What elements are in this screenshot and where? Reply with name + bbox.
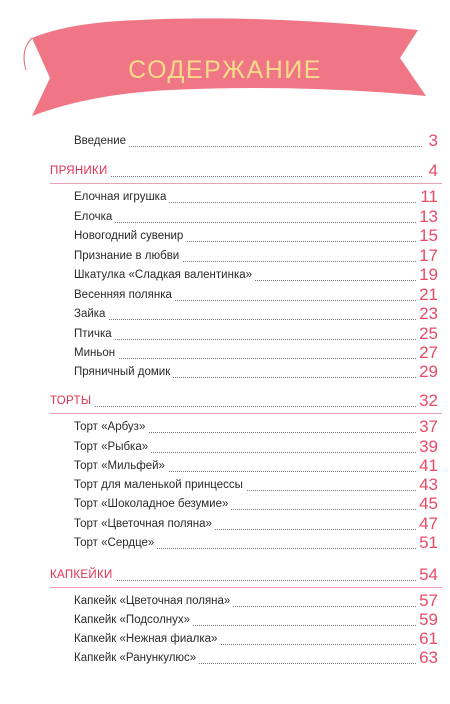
toc-entry[interactable] bbox=[0, 306, 450, 328]
dot-leader bbox=[74, 339, 422, 340]
page-number: 61 bbox=[416, 629, 438, 649]
entry-title: Птичка bbox=[74, 328, 115, 340]
page-number: 21 bbox=[416, 285, 438, 305]
toc-entry[interactable] bbox=[0, 189, 450, 211]
page-number: 41 bbox=[416, 456, 438, 476]
page-title: СОДЕРЖАНИЕ bbox=[128, 56, 322, 84]
page-number: 59 bbox=[416, 610, 438, 630]
toc-section-heading[interactable] bbox=[0, 393, 450, 415]
toc-section-heading[interactable] bbox=[0, 163, 450, 185]
entry-title: Признание в любви bbox=[74, 250, 182, 262]
entry-title: Капкейк «Подсолнух» bbox=[74, 614, 193, 626]
dot-leader bbox=[74, 358, 422, 359]
entry-title: Торт «Шоколадное безумие» bbox=[74, 498, 231, 510]
entry-title: Елочная игрушка bbox=[74, 191, 169, 203]
toc-entry[interactable] bbox=[0, 364, 450, 386]
page-number: 37 bbox=[416, 417, 438, 437]
toc-entry[interactable] bbox=[0, 419, 450, 441]
entry-title: Торт «Цветочная поляна» bbox=[74, 518, 215, 530]
page-number: 39 bbox=[416, 437, 438, 457]
page-number: 23 bbox=[416, 304, 438, 324]
page-number: 47 bbox=[416, 514, 438, 534]
entry-title: Миньон bbox=[74, 347, 118, 359]
section-divider bbox=[50, 413, 442, 414]
entry-title: Шкатулка «Сладкая валентинка» bbox=[74, 269, 255, 281]
entry-title: Торт «Рыбка» bbox=[74, 441, 151, 453]
page-number: 51 bbox=[416, 533, 438, 553]
toc-entry[interactable] bbox=[0, 535, 450, 557]
page-number: 27 bbox=[416, 343, 438, 363]
toc-entry[interactable] bbox=[0, 267, 450, 289]
entry-title: Новогодний сувенир bbox=[74, 230, 186, 242]
page-number: 4 bbox=[426, 161, 438, 181]
page-number: 25 bbox=[416, 324, 438, 344]
page-number: 32 bbox=[416, 391, 438, 411]
page-number: 43 bbox=[416, 475, 438, 495]
section-title: ТОРТЫ bbox=[50, 395, 94, 407]
dot-leader bbox=[50, 406, 422, 407]
page-number: 3 bbox=[426, 131, 438, 151]
entry-title: Торт «Мильфей» bbox=[74, 460, 168, 472]
entry-title: Весенняя полянка bbox=[74, 289, 175, 301]
section-divider bbox=[50, 587, 442, 588]
section-title: ПРЯНИКИ bbox=[50, 165, 111, 177]
entry-title: Елочка bbox=[74, 211, 115, 223]
page-number: 54 bbox=[416, 565, 438, 585]
toc-entry-intro[interactable] bbox=[0, 133, 450, 155]
entry-title: Капкейк «Ранункулюс» bbox=[74, 652, 199, 664]
toc-section-heading[interactable] bbox=[0, 567, 450, 589]
page-number: 13 bbox=[416, 207, 438, 227]
page-number: 63 bbox=[416, 648, 438, 668]
page-number: 17 bbox=[416, 246, 438, 266]
section-title: КАПКЕЙКИ bbox=[50, 569, 116, 581]
page-number: 57 bbox=[416, 591, 438, 611]
entry-title: Капкейк «Нежная фиалка» bbox=[74, 633, 220, 645]
entry-title: Капкейк «Цветочная поляна» bbox=[74, 595, 233, 607]
dot-leader bbox=[74, 222, 422, 223]
toc-entry[interactable] bbox=[0, 650, 450, 672]
page-number: 15 bbox=[416, 226, 438, 246]
entry-title: Торт «Арбуз» bbox=[74, 421, 148, 433]
page-number: 11 bbox=[417, 187, 438, 207]
page-number: 45 bbox=[416, 494, 438, 514]
entry-title: Зайка bbox=[74, 308, 108, 320]
toc-entry[interactable] bbox=[0, 228, 450, 250]
dot-leader bbox=[74, 319, 422, 320]
page-number: 19 bbox=[416, 265, 438, 285]
section-divider bbox=[50, 183, 442, 184]
entry-title: Введение bbox=[74, 135, 129, 147]
entry-title: Пряничный домик bbox=[74, 366, 173, 378]
entry-title: Торт «Сердце» bbox=[74, 537, 157, 549]
toc-entry[interactable] bbox=[0, 496, 450, 518]
page-number: 29 bbox=[416, 362, 438, 382]
entry-title: Торт для маленькой принцессы bbox=[74, 479, 246, 491]
